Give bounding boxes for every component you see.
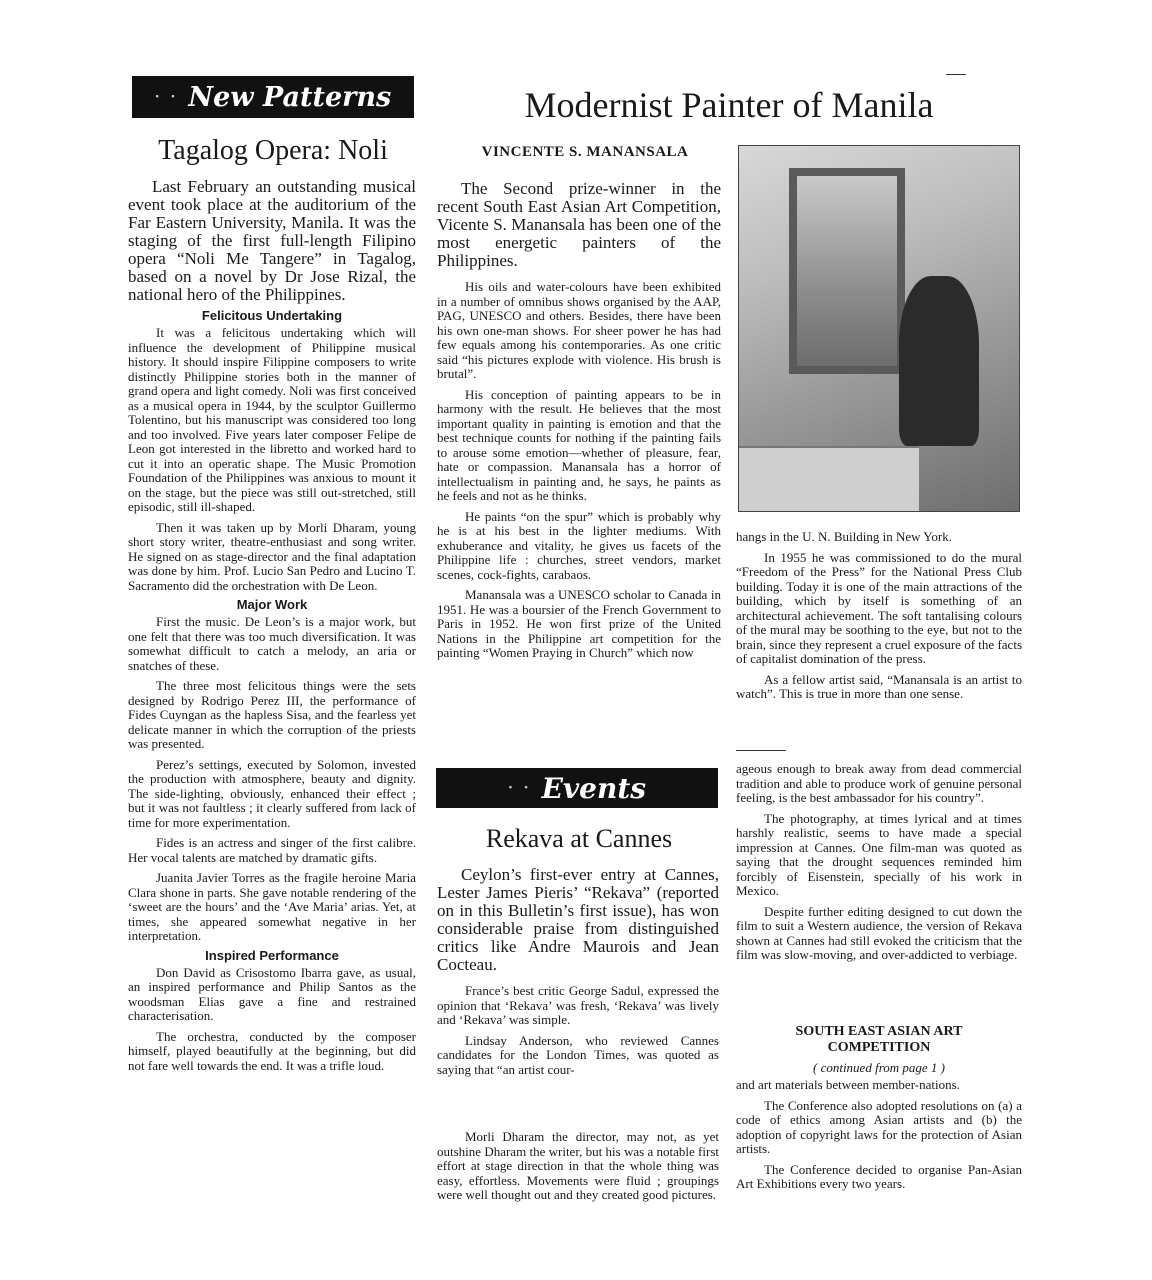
new-patterns-banner	[132, 76, 414, 118]
painting-frame	[789, 168, 905, 374]
banner-dots: · ·	[154, 89, 179, 105]
opera-article	[128, 178, 416, 1073]
opera-headline: Tagalog Opera: Noli	[158, 135, 388, 166]
manansala-paragraph: As a fellow artist said, “Manansala is an artist to watch”. This is true in more than one sense.	[736, 671, 1022, 701]
opera-paragraph: Don David as Crisostomo Ibarra gave, as usual, an inspired performance and Philip Santos as the woodsman Elias gave a fine and restrained characterisation.	[128, 964, 416, 1023]
banner-label: New Patterns	[188, 81, 392, 113]
manansala-article-col2	[736, 530, 1022, 702]
rekava-paragraph: Lindsay Anderson, who reviewed Cannes candidates for the London Times, was quoted as saying that “an artist cour-	[437, 1032, 719, 1077]
rekava-headline: Rekava at Cannes	[485, 824, 673, 853]
banner-label: Events	[541, 771, 647, 805]
opera-paragraph: Fides is an actress and singer of the first calibre. Her vocal talents are matched by dramatic gifts.	[128, 835, 416, 865]
manansala-article-col1	[437, 180, 721, 661]
opera-paragraph: First the music. De Leon’s is a major work, but one felt that there was too much diversification. It was somewhat difficult to catch a melody, an aria or snatches of these.	[128, 614, 416, 673]
opera-continuation	[437, 1130, 719, 1203]
subhead-inspired: Inspired Performance	[205, 947, 339, 963]
manansala-photo	[738, 145, 1020, 512]
opera-paragraph: The orchestra, conducted by the composer himself, played beautifully at the beginning, but did not fare well towards the end. It was a trifle loud.	[128, 1028, 416, 1073]
manansala-paragraph: In 1955 he was commissioned to do the mural “Freedom of the Press” for the National Press Club building. Today it is one of the main attractions of the building, which by itself is something of an architectural achievement. The soft tantalising colours of the mural may be soothing to the eye, but not to the brain, since they represent a cruel exposure of the facts of capitalist domination of the press.	[736, 549, 1022, 666]
seaac-heading: SOUTH EAST ASIAN ART COMPETITION	[795, 1024, 963, 1055]
seaac-paragraph: The Conference decided to organise Pan-Asian Art Exhibitions every two years.	[736, 1161, 1022, 1191]
rekava-article-col1	[437, 866, 719, 1077]
banner-dots: · ·	[507, 780, 532, 796]
manansala-paragraph: His oils and water-colours have been exhibited in a number of omnibus shows organised by the AAP, PAG, UNESCO and others. Besides, there have been his own one-man shows. For sheer power he has had few equals among his contemporaries. As one critic said “his pictures explode with violence. His brush is brutal”.	[437, 279, 721, 381]
dresser	[739, 446, 919, 512]
opera-paragraph: Morli Dharam the director, may not, as yet outshine Dharam the writer, but his was a notable first effort at stage direction in that the whole thing was easy, effortless. Movements were fluid ; groupings were well thought out and they created good pictures.	[437, 1129, 719, 1202]
rekava-article-col2	[736, 762, 1022, 963]
opera-paragraph: Then it was taken up by Morli Dharam, young short story writer, theatre-enthusiast and song writer. He signed on as stage-director and the final adaptation was done by him. Prof. Lucio San Pedro and Lucino T. Sacramento did the orchestration with De Leon.	[128, 519, 416, 593]
manansala-paragraph: He paints “on the spur” which is probably why he is at his best in the lighter mediums. With exhuberance and vitality, he gives us facets of the Philippine life : churches, street vendors, market scenes, cock-fights, carabaos.	[437, 508, 721, 582]
manansala-paragraph: Manansala was a UNESCO scholar to Canada in 1951. He was a boursier of the French Government to Paris in 1952. He won first prize of the United Nations in the Philippine art competition for the painting “Women Praying in Church” which now	[437, 587, 721, 660]
manansala-paragraph: His conception of painting appears to be in harmony with the result. He believes that the most important quality in painting is emotion and that the best technique counts for nothing if the painting fails to arouse some emotion—whether of pleasure, fear, hate or compassion. Manansala has a horror of intellectualism in painting and, he says, he paints as he feels and not as he thinks.	[437, 386, 721, 503]
opera-paragraph: The three most felicitous things were the sets designed by Rodrigo Perez III, the performance of Fides Cuyngan as the hapless Sisa, and the fearless yet delicate manner in which the corruption of the priests was presented.	[128, 678, 416, 751]
manansala-byline: VINCENTE S. MANANSALA	[481, 144, 689, 160]
seaac-paragraph: The Conference also adopted resolutions on (a) a code of ethics among Asian artists and (b) the adoption of copyright laws for the protection of Asian artists.	[736, 1097, 1022, 1156]
rekava-paragraph: Despite further editing designed to cut down the film to suit a Western audience, the version of Rekava shown at Cannes had still evoked the criticism that the film was slow-moving, and over-addicted to verbiage.	[736, 903, 1022, 962]
opera-paragraph: Perez’s settings, executed by Solomon, invested the production with atmosphere, beauty and dignity. The side-lighting, obviously, enhanced their effect ; but it was not faultless ; it clearly suffered from lack of time for more experimentation.	[128, 756, 416, 830]
opera-paragraph: Juanita Javier Torres as the fragile heroine Maria Clara shone in parts. She gave notable rendering of the ‘sweet are the hours’ and the ‘Ave Maria’ arias. Yet, at times, she appeared somewhat negative in her interpretation.	[128, 870, 416, 943]
manansala-headline: Modernist Painter of Manila	[524, 85, 934, 125]
opera-paragraph: It was a felicitous undertaking which will influence the development of Philippine musical history. It should inspire Filippine composers to write distinctly Philippine stories both in the manner of grand opera and light comedy. Noli was first conceived as a musical opera in 1944, by the sculptor Guillermo Tolentino, but his manuscript was considered too long and too involved. Five years later composer Felipe de Leon got interested in the libretto and worked hard to cut it into an operatic shape. The Music Promotion Foundation of the Philippines was anxious to mount it on the stage, but the piece was still out-stretched, still episodic, still ill-shaped.	[128, 325, 416, 514]
subhead-felicitous: Felicitous Undertaking	[201, 308, 343, 323]
top-right-rule	[946, 74, 966, 75]
rekava-paragraph: The photography, at times lyrical and at times harshly realistic, seems to have made a special impression at Cannes. One film-man was quoted as saying that the drought sequences reminded him forcibly of Eisenstein, specially of his work in Mexico.	[736, 810, 1022, 898]
manansala-paragraph: hangs in the U. N. Building in New York.	[736, 529, 952, 544]
seaac-paragraph: and art materials between member-nations.	[736, 1077, 960, 1092]
subhead-major-work: Major Work	[236, 597, 308, 612]
events-banner	[436, 768, 718, 808]
opera-lead: Last February an outstanding musical event took place at the auditorium of the Far Eastern University, Manila. It was the staging of the first full-length Filipino opera “Noli Me Tangere” in Tagalog, based on a novel by Dr Jose Rizal, the national hero of the Philippines.	[128, 177, 416, 304]
seaac-continued: ( continued from page 1 )	[812, 1060, 946, 1075]
rekava-paragraph: ageous enough to break away from dead commercial tradition and able to produce work of genuine personal feeling, is the best ambassador for his country”.	[736, 761, 1022, 805]
manansala-lead: The Second prize-winner in the recent South East Asian Art Competition, Vicente S. Manansala has been one of the most energetic painters of the Philippines.	[437, 179, 721, 270]
section-divider	[736, 750, 786, 751]
rekava-paragraph: France’s best critic George Sadul, expressed the opinion that ‘Rekava’ was fresh, ‘Rekava’ was lively and ‘Rekava’ was simple.	[437, 983, 719, 1027]
rekava-lead: Ceylon’s first-ever entry at Cannes, Lester James Pieris’ “Rekava” (reported on in this Bulletin’s first issue), has won considerable praise from distinguished critics like Andre Maurois and Jean Cocteau.	[437, 865, 719, 974]
painter-figure	[899, 276, 979, 446]
seaac-section	[736, 1024, 1022, 1192]
